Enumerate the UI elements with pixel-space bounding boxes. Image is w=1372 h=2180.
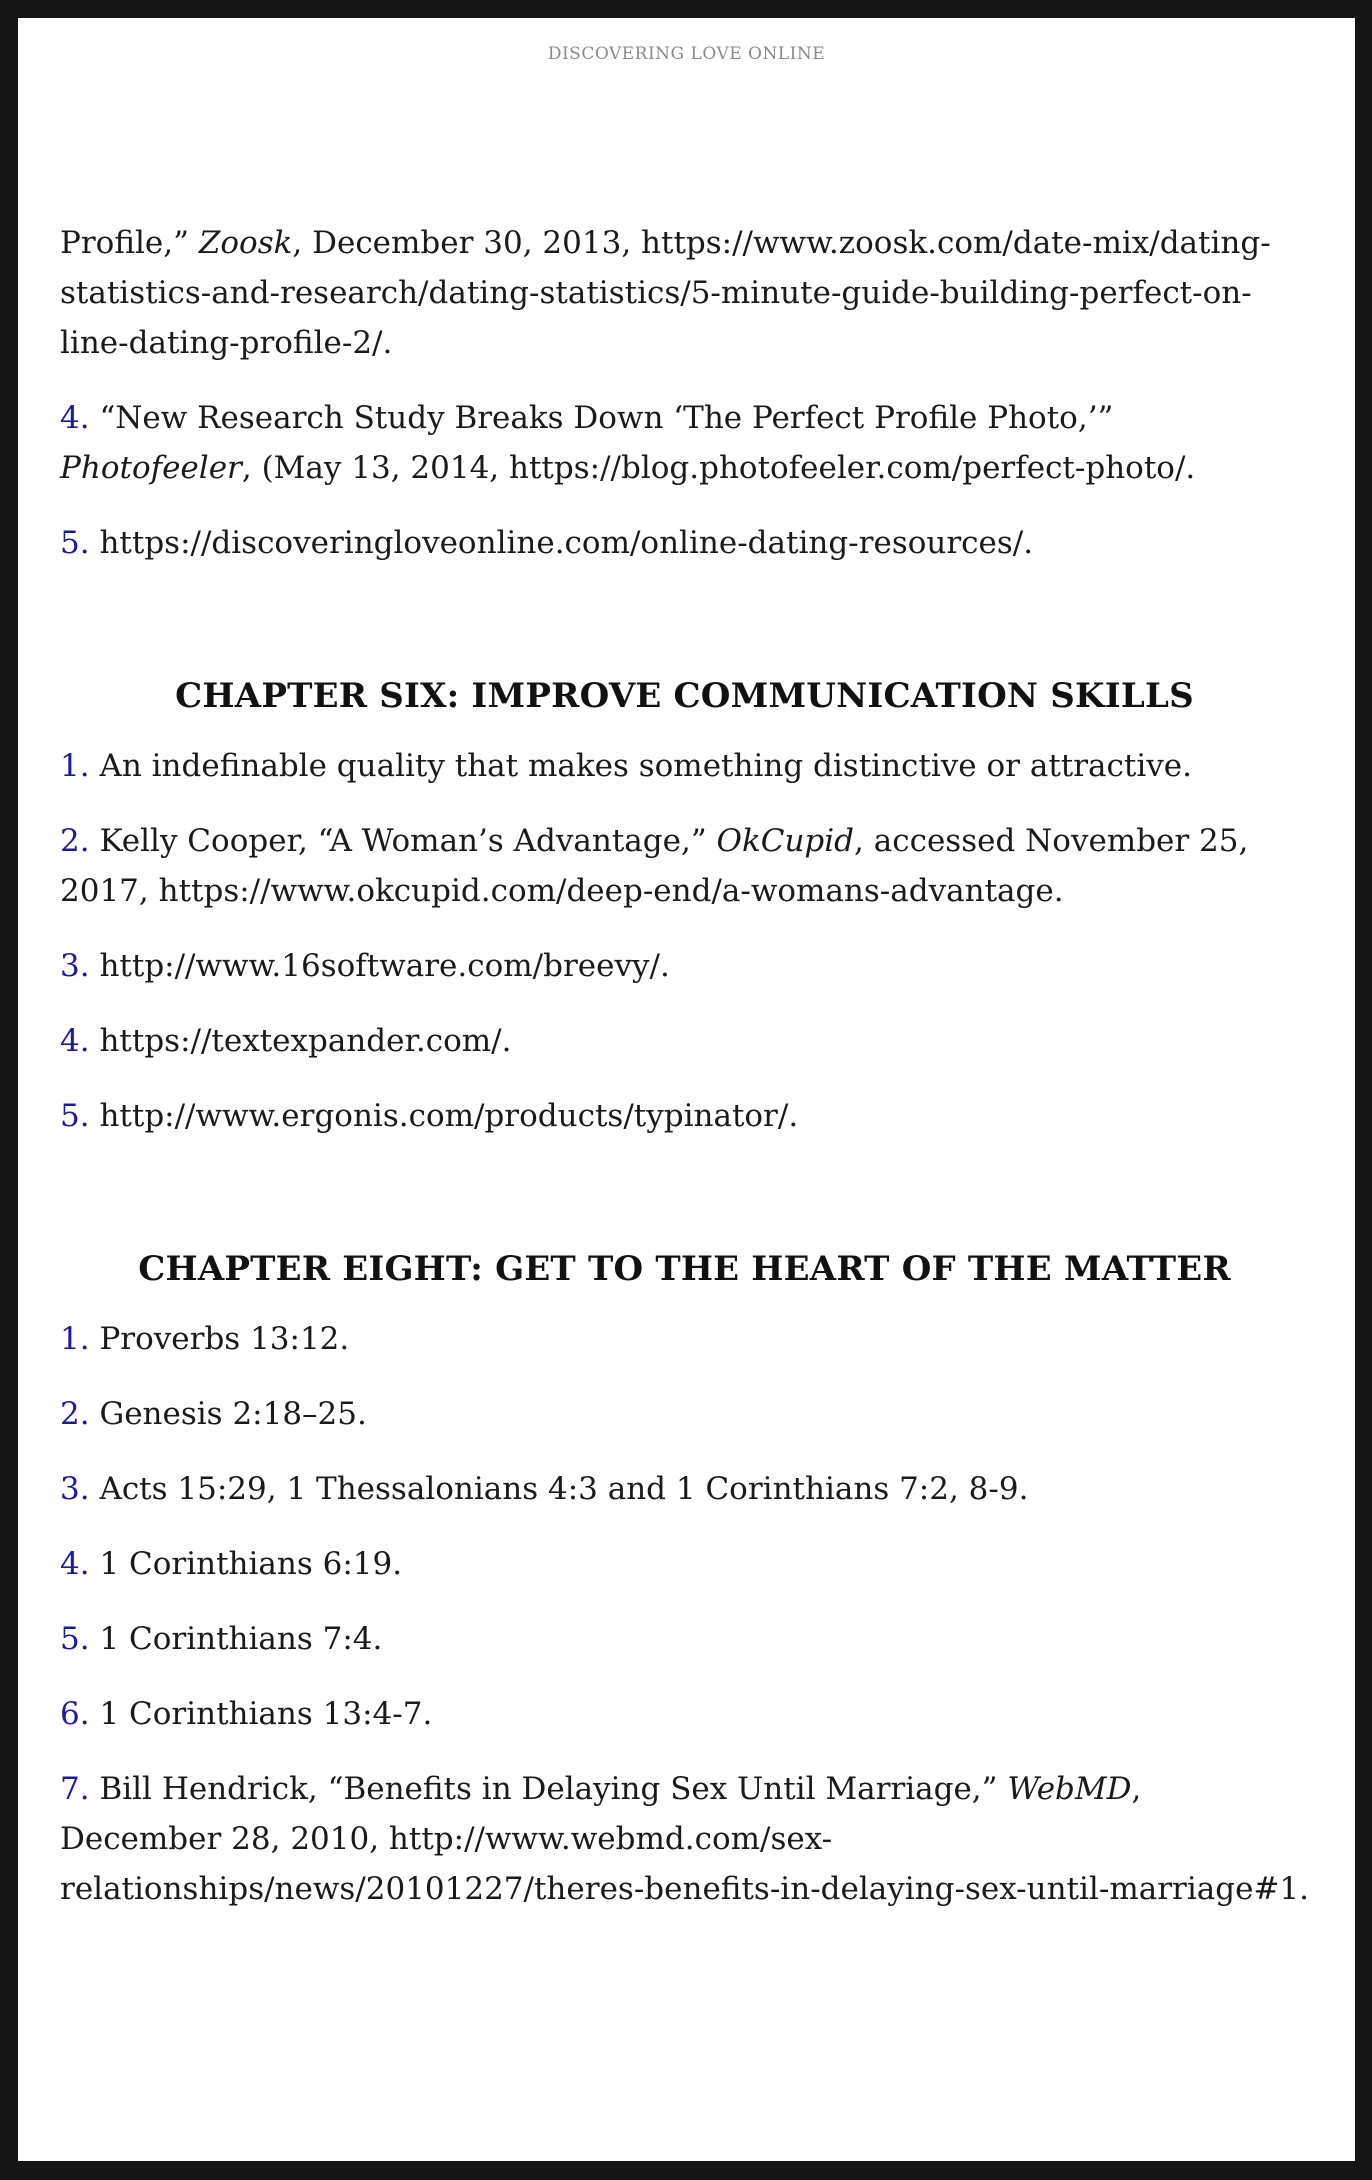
list-item — [60, 1314, 1309, 1364]
note-text-before: An indefinable quality that makes something distinctive or attractive. — [99, 748, 1192, 784]
note-text-before: “New Research Study Breaks Down ‘The Perfect Profile Photo,’” — [99, 400, 1114, 436]
note-number-link[interactable]: 7. — [60, 1771, 90, 1807]
note-number-link[interactable]: 4. — [60, 1546, 90, 1582]
note-number-link[interactable]: 1. — [60, 748, 90, 784]
previous-chapter-notes — [60, 393, 1309, 568]
note-text-after: , December 28, 2010, http://www.webmd.com/sex-relationships/news/20101227/theres-benefits-in-delaying-sex-until-marriage#1. — [60, 1771, 1309, 1907]
chapter-eight-notes — [60, 1314, 1309, 1914]
list-item — [60, 1464, 1309, 1514]
note-source-title: OkCupid — [716, 823, 855, 859]
note-number-link[interactable]: 4. — [60, 400, 90, 436]
note-text-after: , accessed November 25, 2017, https://www.okcupid.com/deep-end/a-womans-advantage. — [60, 823, 1249, 909]
note-text-before: https://textexpander.com/. — [99, 1023, 512, 1059]
note-text-before: 1 Corinthians 7:4. — [99, 1621, 383, 1657]
note-number-link[interactable]: 3. — [60, 1471, 90, 1507]
note-number-link[interactable]: 1. — [60, 1321, 90, 1357]
list-item — [60, 518, 1309, 568]
note-text-before: Proverbs 13:12. — [99, 1321, 350, 1357]
note-number-link[interactable]: 6. — [60, 1696, 90, 1732]
note-text-before: Bill Hendrick, “Benefits in Delaying Sex Until Marriage,” — [99, 1771, 1008, 1807]
chapter-six-heading: CHAPTER SIX: IMPROVE COMMUNICATION SKILLS — [175, 676, 1194, 716]
list-item — [60, 1091, 1309, 1141]
continued-note — [60, 218, 1309, 368]
note-source-title: Photofeeler — [60, 450, 242, 486]
note-number-link[interactable]: 5. — [60, 525, 90, 561]
chapter-eight-heading: CHAPTER EIGHT: GET TO THE HEART OF THE MATTER — [138, 1249, 1231, 1289]
note-text-before: 1 Corinthians 13:4-7. — [99, 1696, 433, 1732]
note-source-title: WebMD — [1007, 1771, 1132, 1807]
note-text-after: , December 30, 2013, https://www.zoosk.com/date-mix/dating-statistics-and-research/dating-statistics/5-minute-guide-building-perfect-on-line-dating-profile-2/. — [60, 225, 1271, 361]
note-text-before: https://discoveringloveonline.com/online-dating-resources/. — [99, 525, 1034, 561]
note-text-after: , (May 13, 2014, https://blog.photofeeler.com/perfect-photo/. — [241, 450, 1196, 486]
note-text-before: 1 Corinthians 6:19. — [99, 1546, 403, 1582]
list-item — [60, 941, 1309, 991]
list-item — [60, 816, 1309, 916]
list-item — [60, 741, 1309, 791]
note-number-link[interactable]: 5. — [60, 1621, 90, 1657]
note-number-link[interactable]: 2. — [60, 823, 90, 859]
list-item — [60, 1389, 1309, 1439]
note-text-before: Profile,” — [60, 225, 199, 261]
list-item — [60, 1689, 1309, 1739]
list-item — [60, 393, 1309, 493]
note-number-link[interactable]: 5. — [60, 1098, 90, 1134]
list-item — [60, 1614, 1309, 1664]
note-text-before: Kelly Cooper, “A Woman’s Advantage,” — [99, 823, 717, 859]
note-text-before: http://www.ergonis.com/products/typinator/. — [99, 1098, 799, 1134]
chapter-six-notes — [60, 741, 1309, 1141]
note-text-before: Genesis 2:18–25. — [99, 1396, 367, 1432]
list-item — [60, 1016, 1309, 1066]
list-item — [60, 1539, 1309, 1589]
note-source-title: Zoosk — [198, 225, 293, 261]
note-number-link[interactable]: 3. — [60, 948, 90, 984]
endnotes-content — [60, 218, 1309, 1939]
note-number-link[interactable]: 2. — [60, 1396, 90, 1432]
running-head: DISCOVERING LOVE ONLINE — [547, 44, 826, 64]
list-item — [60, 1764, 1309, 1914]
note-text-before: Acts 15:29, 1 Thessalonians 4:3 and 1 Corinthians 7:2, 8-9. — [99, 1471, 1029, 1507]
book-page[interactable] — [18, 18, 1355, 2161]
note-number-link[interactable]: 4. — [60, 1023, 90, 1059]
note-text-before: http://www.16software.com/breevy/. — [99, 948, 670, 984]
